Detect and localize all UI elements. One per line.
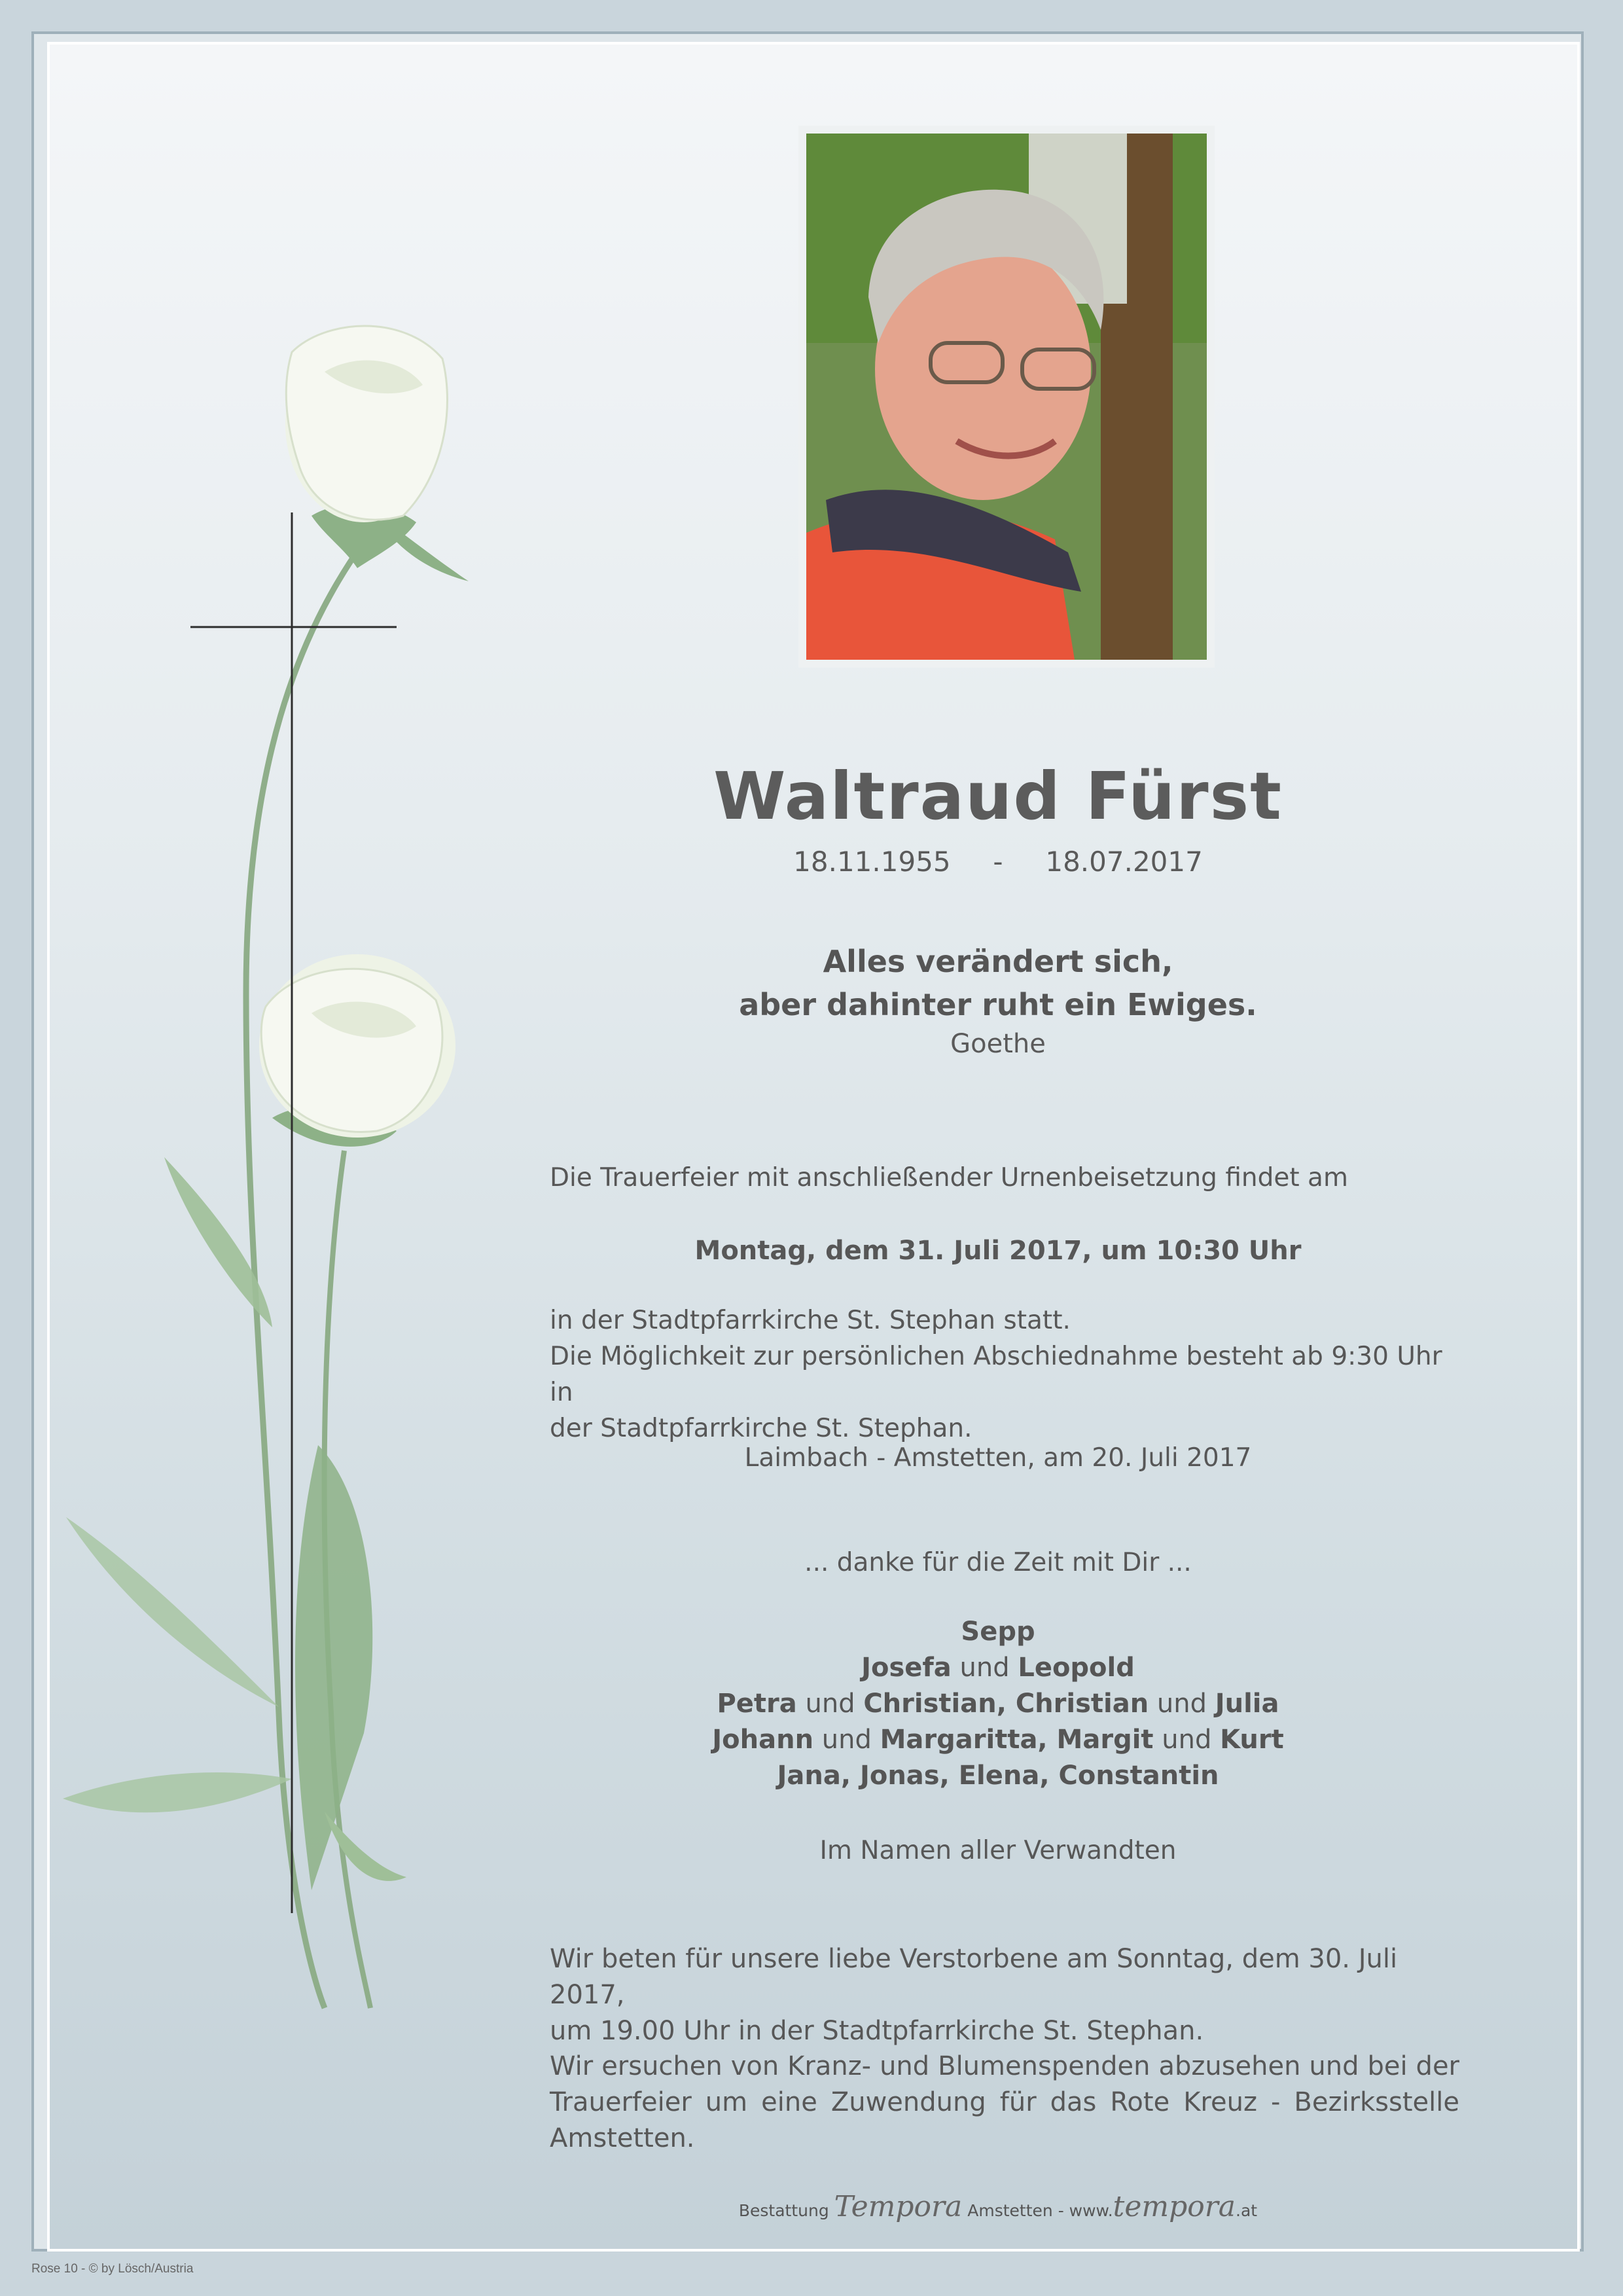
family-line-2	[541, 1650, 1455, 1686]
family-member: Leopold	[1018, 1653, 1135, 1683]
footer-domain-logo: tempora	[1113, 2190, 1236, 2223]
family-member: Christian, Christian	[863, 1689, 1149, 1719]
relatives-line: Im Namen aller Verwandten	[819, 1836, 1177, 1865]
birth-date: 18.11.1955	[793, 846, 951, 878]
family-member: Johann	[712, 1725, 814, 1755]
ceremony-intro: Die Trauerfeier mit anschließender Urnenbeisetzung findet am	[550, 1163, 1348, 1193]
and-word: und	[1156, 1689, 1207, 1719]
date-separator: -	[993, 846, 1003, 878]
and-word: und	[959, 1653, 1010, 1683]
family-member: Jana, Jonas, Elena, Constantin	[777, 1761, 1219, 1791]
location-line-2: Die Möglichkeit zur persönlichen Abschiednahme besteht ab 9:30 Uhr in	[550, 1342, 1442, 1407]
donation-notice: Wir ersuchen von Kranz- und Blumenspenden abzusehen und bei der Trauerfeier um eine Zuwendung für das Rote Kreuz - Bezirksstelle Amstetten.	[550, 2051, 1459, 2153]
copyright-note: Rose 10 - © by Lösch/Austria	[31, 2262, 194, 2276]
thanks-line: ... danke für die Zeit mit Dir ...	[804, 1548, 1192, 1577]
family-line-4	[541, 1722, 1455, 1758]
footer-undertaker	[541, 2190, 1455, 2223]
deceased-name: Waltraud Fürst	[713, 758, 1283, 834]
portrait-photo	[798, 126, 1215, 668]
family-list	[541, 1614, 1455, 1794]
and-word: und	[1162, 1725, 1212, 1755]
family-line-5	[541, 1758, 1455, 1794]
footer-prefix: Bestattung	[738, 2201, 829, 2220]
family-line-1	[541, 1614, 1455, 1650]
white-rose-and-cross-illustration	[50, 45, 508, 2073]
portrait-image	[806, 134, 1207, 660]
death-date: 18.07.2017	[1045, 846, 1203, 878]
ceremony-location	[550, 1302, 1459, 1446]
tempora-logo: Tempora	[834, 2190, 963, 2223]
footer-tld: .at	[1236, 2201, 1258, 2220]
family-member: Petra	[717, 1689, 797, 1719]
and-word: und	[805, 1689, 855, 1719]
location-line-3: der Stadtpfarrkirche St. Stephan.	[550, 1414, 972, 1443]
life-dates	[541, 846, 1455, 878]
family-member: Kurt	[1220, 1725, 1284, 1755]
quote-line-2: aber dahinter ruht ein Ewiges.	[739, 987, 1257, 1022]
family-line-3	[541, 1686, 1455, 1722]
quote-line-1: Alles verändert sich,	[823, 944, 1173, 979]
and-word: und	[821, 1725, 872, 1755]
prayer-notice	[550, 1941, 1459, 2049]
footer-suffix: Amstetten - www.	[967, 2201, 1113, 2220]
quote-author: Goethe	[950, 1029, 1046, 1059]
location-line-1: in der Stadtpfarrkirche St. Stephan statt.	[550, 1306, 1071, 1335]
family-member: Sepp	[961, 1617, 1035, 1647]
prayer-line-1: Wir beten für unsere liebe Verstorbene am Sonntag, dem 30. Juli 2017,	[550, 1944, 1398, 2010]
prayer-line-2: um 19.00 Uhr in der Stadtpfarrkirche St. Stephan.	[550, 2016, 1204, 2046]
family-member: Margaritta, Margit	[880, 1725, 1154, 1755]
family-member: Julia	[1215, 1689, 1279, 1719]
ceremony-date-time: Montag, dem 31. Juli 2017, um 10:30 Uhr	[694, 1236, 1302, 1266]
place-and-date: Laimbach - Amstetten, am 20. Juli 2017	[744, 1443, 1252, 1473]
family-member: Josefa	[861, 1653, 952, 1683]
